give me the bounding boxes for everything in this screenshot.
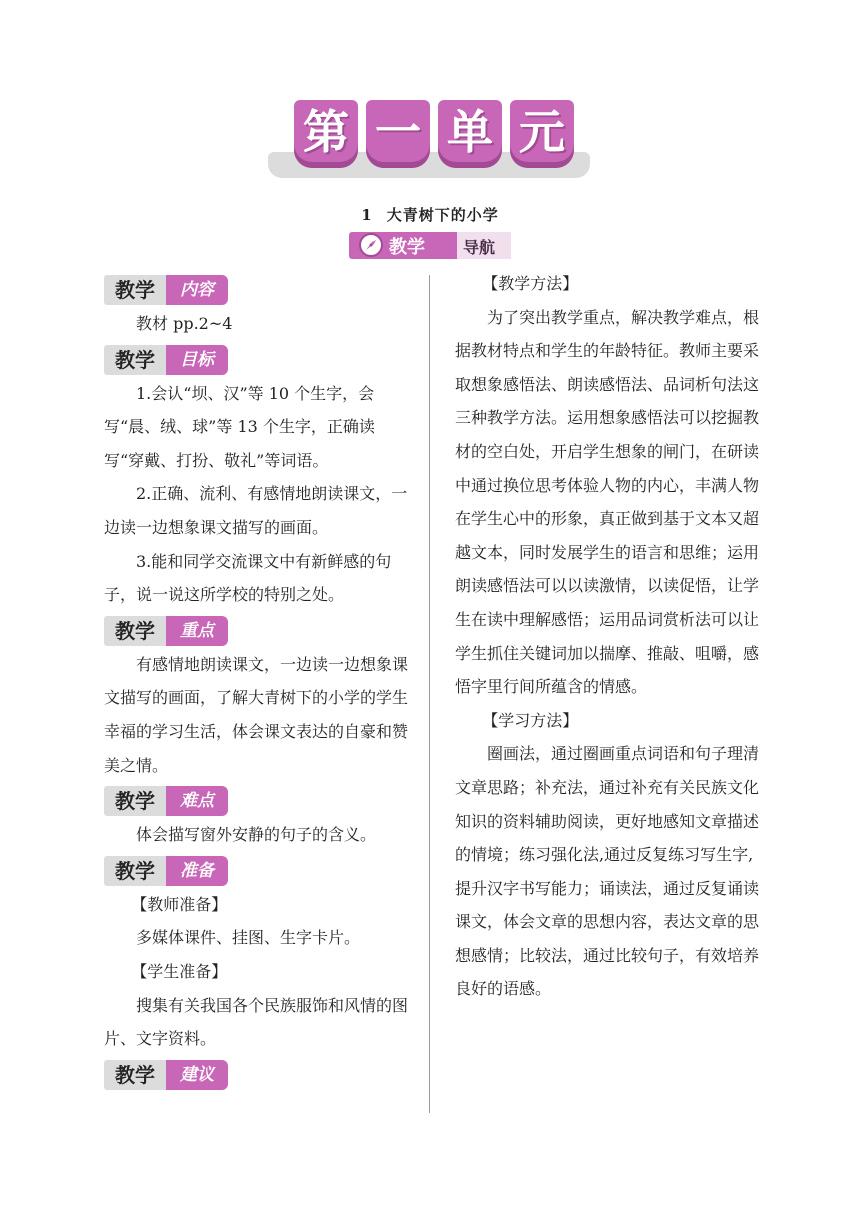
- nav-badge-label-1: 教学: [389, 237, 425, 258]
- unit-banner: [268, 92, 590, 186]
- study-method-heading: 【学习方法】: [482, 710, 579, 730]
- student-prep-text: 搜集有关我国各个民族服饰和风情的图片、文字资料。: [104, 995, 409, 1049]
- section-header-content: 教学 内容: [104, 275, 408, 305]
- method-text: 为了突出教学重点，解决教学难点，根据教材特点和学生的年龄特征。教师主要采取想象感悟法、朗读感悟法、品词析句法这三种教学方法。运用想象感悟法可以挖掘教材的空白处，开启学生想象的闸门，在研读中通过换位思考体验人物的内心，丰满人物在学生心中的形象，真正做到基于文本又超越文本，同时发展学生的语言和思维；运用朗读感悟法可以以读激情，以读促悟，让学生在读中理解感悟；运用品词赏析法可以让学生抓住关键词加以揣摩、推敲、咀嚼，感悟字里行间所蕴含的情感。: [455, 307, 760, 697]
- column-divider: [429, 275, 430, 1113]
- lesson-title-text: 大青树下的小学: [386, 206, 499, 224]
- goal-item: 2.正确、流利、有感情地朗读课文，一边读一边想象课文描写的画面。: [104, 484, 408, 537]
- section-header-key-points: 教学 重点: [104, 616, 408, 646]
- student-prep-heading: 【学生准备】: [131, 961, 228, 981]
- teacher-prep-heading: 【教师准备】: [131, 894, 228, 914]
- right-column: [455, 267, 759, 1006]
- unit-char-2: 一: [366, 100, 430, 168]
- unit-char-1: 第: [294, 100, 358, 168]
- study-method-text: 圈画法，通过圈画重点词语和句子理清文章思路；补充法，通过补充有关民族文化知识的资料辅助阅读，更好地感知文章描述的情境；练习强化法,通过反复练习写生字,提升汉字书写能力；诵读法，通过反复诵读课文，体会文章的思想内容，表达文章的思想感情；比较法，通过比较句子，有效培养良好的语感。: [455, 744, 760, 999]
- teaching-nav-badge: [349, 232, 511, 259]
- left-column: [104, 275, 408, 1096]
- compass-icon: [359, 233, 383, 257]
- section-header-goals: 教学 目标: [104, 345, 408, 375]
- teacher-prep-text: 多媒体课件、挂图、生字卡片。: [136, 928, 361, 948]
- nav-badge-label-2: 导航: [463, 238, 496, 257]
- goal-item: 1.会认“坝、汉”等 10 个生字，会写“晨、绒、球”等 13 个生字，正确读写“穿戴、打扮、敬礼”等词语。: [104, 383, 375, 470]
- unit-char-3: 单: [438, 100, 502, 168]
- lesson-title: [0, 204, 860, 225]
- section-header-difficulties: 教学 难点: [104, 786, 408, 816]
- section-header-suggestions: 教学 建议: [104, 1060, 408, 1090]
- method-heading: 【教学方法】: [482, 274, 579, 293]
- content-text: 教材 pp.2~4: [136, 314, 233, 333]
- lesson-number: 1: [361, 206, 373, 224]
- key-points-text: 有感情地朗读课文，一边读一边想象课文描写的画面，了解大青树下的小学的学生幸福的学习生活，体会课文表达的自豪和赞美之情。: [104, 654, 409, 775]
- difficulties-text: 体会描写窗外安静的句子的含义。: [136, 825, 377, 845]
- goal-item: 3.能和同学交流课文中有新鲜感的句子，说一说这所学校的特别之处。: [104, 551, 392, 605]
- unit-char-4: 元: [510, 100, 574, 168]
- section-header-preparation: 教学 准备: [104, 856, 408, 886]
